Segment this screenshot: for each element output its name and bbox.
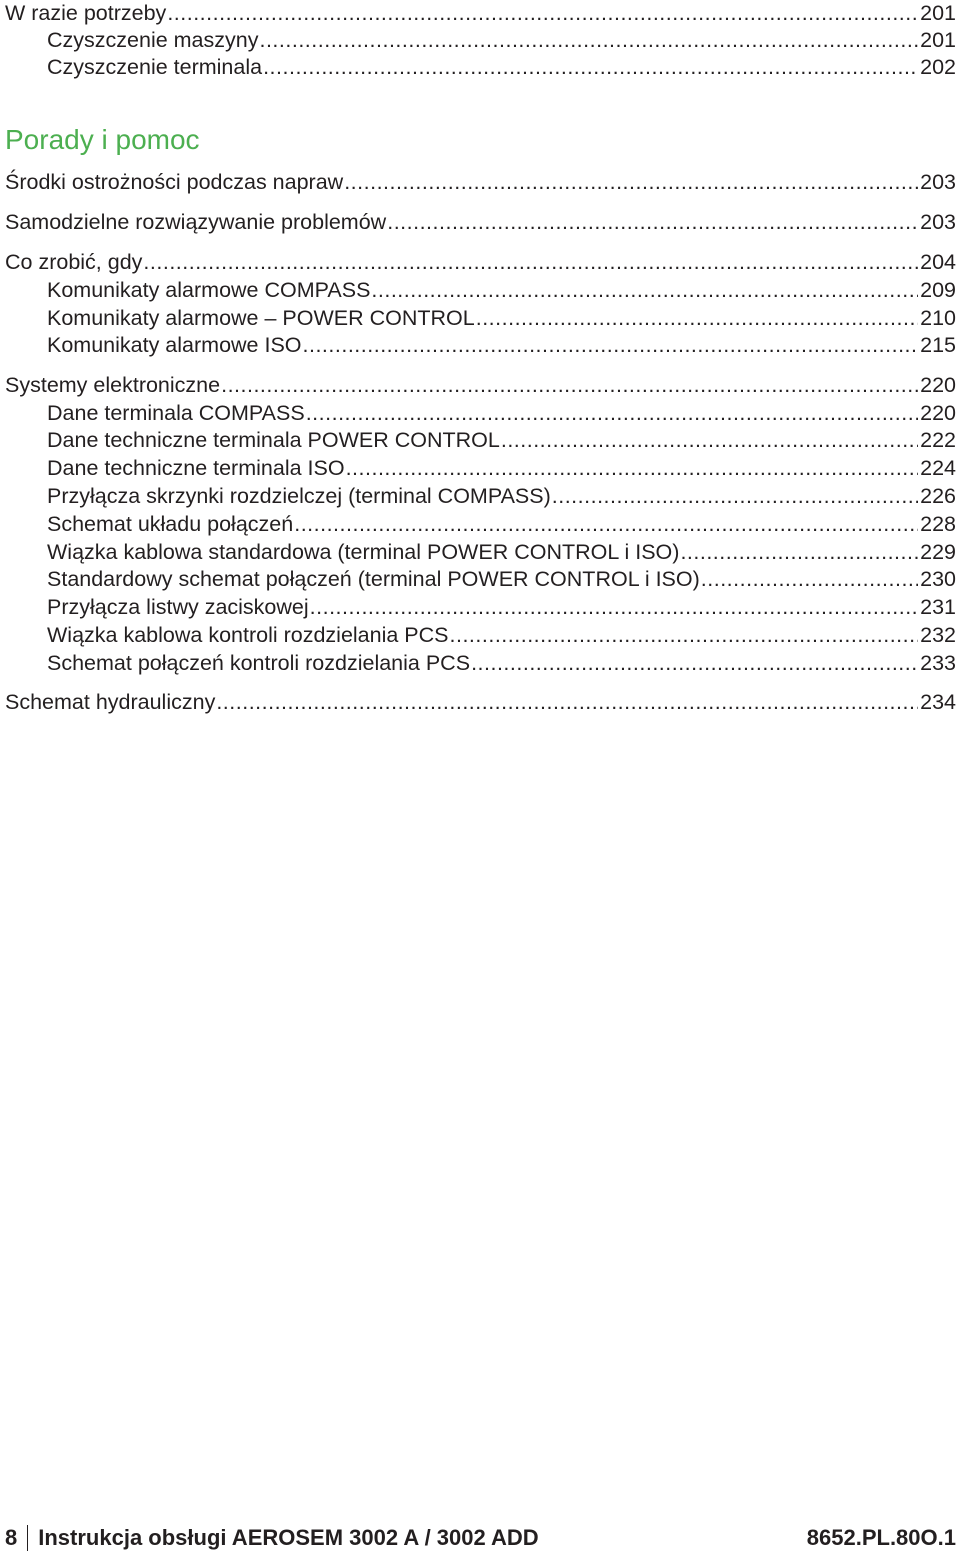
page-footer xyxy=(5,1521,956,1555)
toc-entry-label: W razie potrzeby xyxy=(5,1,167,25)
toc-entry-label: Dane techniczne terminala ISO xyxy=(47,456,345,480)
toc-entry[interactable] xyxy=(47,566,956,592)
toc-entry[interactable] xyxy=(47,483,956,509)
footer-manual-title: Instrukcja obsługi AEROSEM 3002 A / 3002 ADD xyxy=(38,1525,539,1550)
toc-entry-page: 224 xyxy=(920,456,956,480)
footer-doc-code: 8652.PL.80O.1 xyxy=(806,1525,956,1550)
toc-dot-leader xyxy=(680,539,918,565)
toc-dot-leader xyxy=(310,594,918,620)
toc-entry[interactable] xyxy=(47,54,956,80)
toc-entry-page: 220 xyxy=(920,401,956,425)
toc-dot-leader xyxy=(476,305,918,331)
toc-dot-leader xyxy=(259,27,918,53)
toc-entry-label: Systemy elektroniczne xyxy=(5,373,221,397)
toc-entry[interactable] xyxy=(5,249,956,275)
toc-entry-page: 203 xyxy=(920,170,956,194)
toc-dot-leader xyxy=(346,455,919,481)
toc-entry-label: Schemat hydrauliczny xyxy=(5,690,216,714)
toc-entry-label: Przyłącza skrzynki rozdzielczej (terminal COMPASS) xyxy=(47,484,551,508)
toc-entry-label: Dane techniczne terminala POWER CONTROL xyxy=(47,428,500,452)
toc-entry-page: 204 xyxy=(920,250,956,274)
toc-entry-label: Czyszczenie maszyny xyxy=(47,28,259,52)
toc-dot-leader xyxy=(263,54,918,80)
toc-entry-label: Schemat układu połączeń xyxy=(47,512,294,536)
toc-entry[interactable] xyxy=(47,539,956,565)
toc-entry-page: 228 xyxy=(920,512,956,536)
toc-entry-page: 201 xyxy=(920,1,956,25)
toc-entry-page: 222 xyxy=(920,428,956,452)
toc-dot-leader xyxy=(306,400,918,426)
toc-entry-page: 229 xyxy=(920,540,956,564)
toc-entry[interactable] xyxy=(47,427,956,453)
toc-entry[interactable] xyxy=(47,455,956,481)
toc-entry-page: 210 xyxy=(920,306,956,330)
toc-entry[interactable] xyxy=(47,594,956,620)
toc-dot-leader xyxy=(501,427,918,453)
toc-entry[interactable] xyxy=(47,27,956,53)
toc-dot-leader xyxy=(303,332,919,358)
toc-entry-page: 234 xyxy=(920,690,956,714)
toc-entry[interactable] xyxy=(5,372,956,398)
toc-dot-leader xyxy=(294,511,918,537)
toc-dot-leader xyxy=(371,277,918,303)
toc-entry-page: 202 xyxy=(920,55,956,79)
toc-entry-page: 226 xyxy=(920,484,956,508)
toc-entry-label: Wiązka kablowa kontroli rozdzielania PCS xyxy=(47,623,449,647)
toc-entry-page: 231 xyxy=(920,595,956,619)
footer-page-number: 8 xyxy=(5,1525,18,1550)
toc-entry-label: Komunikaty alarmowe – POWER CONTROL xyxy=(47,306,475,330)
toc-entry-label: Standardowy schemat połączeń (terminal POWER CONTROL i ISO) xyxy=(47,567,700,591)
toc-dot-leader xyxy=(552,483,918,509)
toc-dot-leader xyxy=(450,622,919,648)
toc-entry-label: Środki ostrożności podczas napraw xyxy=(5,170,344,194)
toc-entry-page: 201 xyxy=(920,28,956,52)
toc-entry-label: Komunikaty alarmowe ISO xyxy=(47,333,302,357)
toc-entry-label: Samodzielne rozwiązywanie problemów xyxy=(5,210,387,234)
toc-entry-page: 230 xyxy=(920,567,956,591)
toc-entry[interactable] xyxy=(5,689,956,715)
toc-dot-leader xyxy=(216,689,918,715)
toc-entry[interactable] xyxy=(5,0,956,26)
toc-dot-leader xyxy=(344,169,918,195)
toc-entry-page: 209 xyxy=(920,278,956,302)
toc-entry-label: Schemat połączeń kontroli rozdzielania PCS xyxy=(47,651,471,675)
toc-entry[interactable] xyxy=(47,650,956,676)
toc-entry-page: 215 xyxy=(920,333,956,357)
toc-entry[interactable] xyxy=(47,511,956,537)
toc-entry-label: Czyszczenie terminala xyxy=(47,55,263,79)
toc-entry[interactable] xyxy=(47,400,956,426)
toc-entry[interactable] xyxy=(5,169,956,195)
toc-entry-label: Wiązka kablowa standardowa (terminal POWER CONTROL i ISO) xyxy=(47,540,680,564)
toc-dot-leader xyxy=(143,249,918,275)
toc-entry[interactable] xyxy=(47,332,956,358)
toc-entry[interactable] xyxy=(5,209,956,235)
toc-entry-label: Dane terminala COMPASS xyxy=(47,401,305,425)
footer-divider xyxy=(27,1525,28,1551)
toc-entry-page: 233 xyxy=(920,651,956,675)
toc-entry-label: Co zrobić, gdy xyxy=(5,250,143,274)
toc-dot-leader xyxy=(701,566,918,592)
toc-entry-label: Komunikaty alarmowe COMPASS xyxy=(47,278,371,302)
toc-dot-leader xyxy=(471,650,918,676)
toc-entry[interactable] xyxy=(47,277,956,303)
section-heading: Porady i pomoc xyxy=(5,124,200,155)
toc-entry-label: Przyłącza listwy zaciskowej xyxy=(47,595,309,619)
toc-dot-leader xyxy=(221,372,918,398)
toc-dot-leader xyxy=(167,0,918,26)
toc-entry-page: 203 xyxy=(920,210,956,234)
toc-dot-leader xyxy=(387,209,918,235)
toc-entry-page: 232 xyxy=(920,623,956,647)
toc-entry[interactable] xyxy=(47,622,956,648)
toc-entry[interactable] xyxy=(47,305,956,331)
toc-entry-page: 220 xyxy=(920,373,956,397)
